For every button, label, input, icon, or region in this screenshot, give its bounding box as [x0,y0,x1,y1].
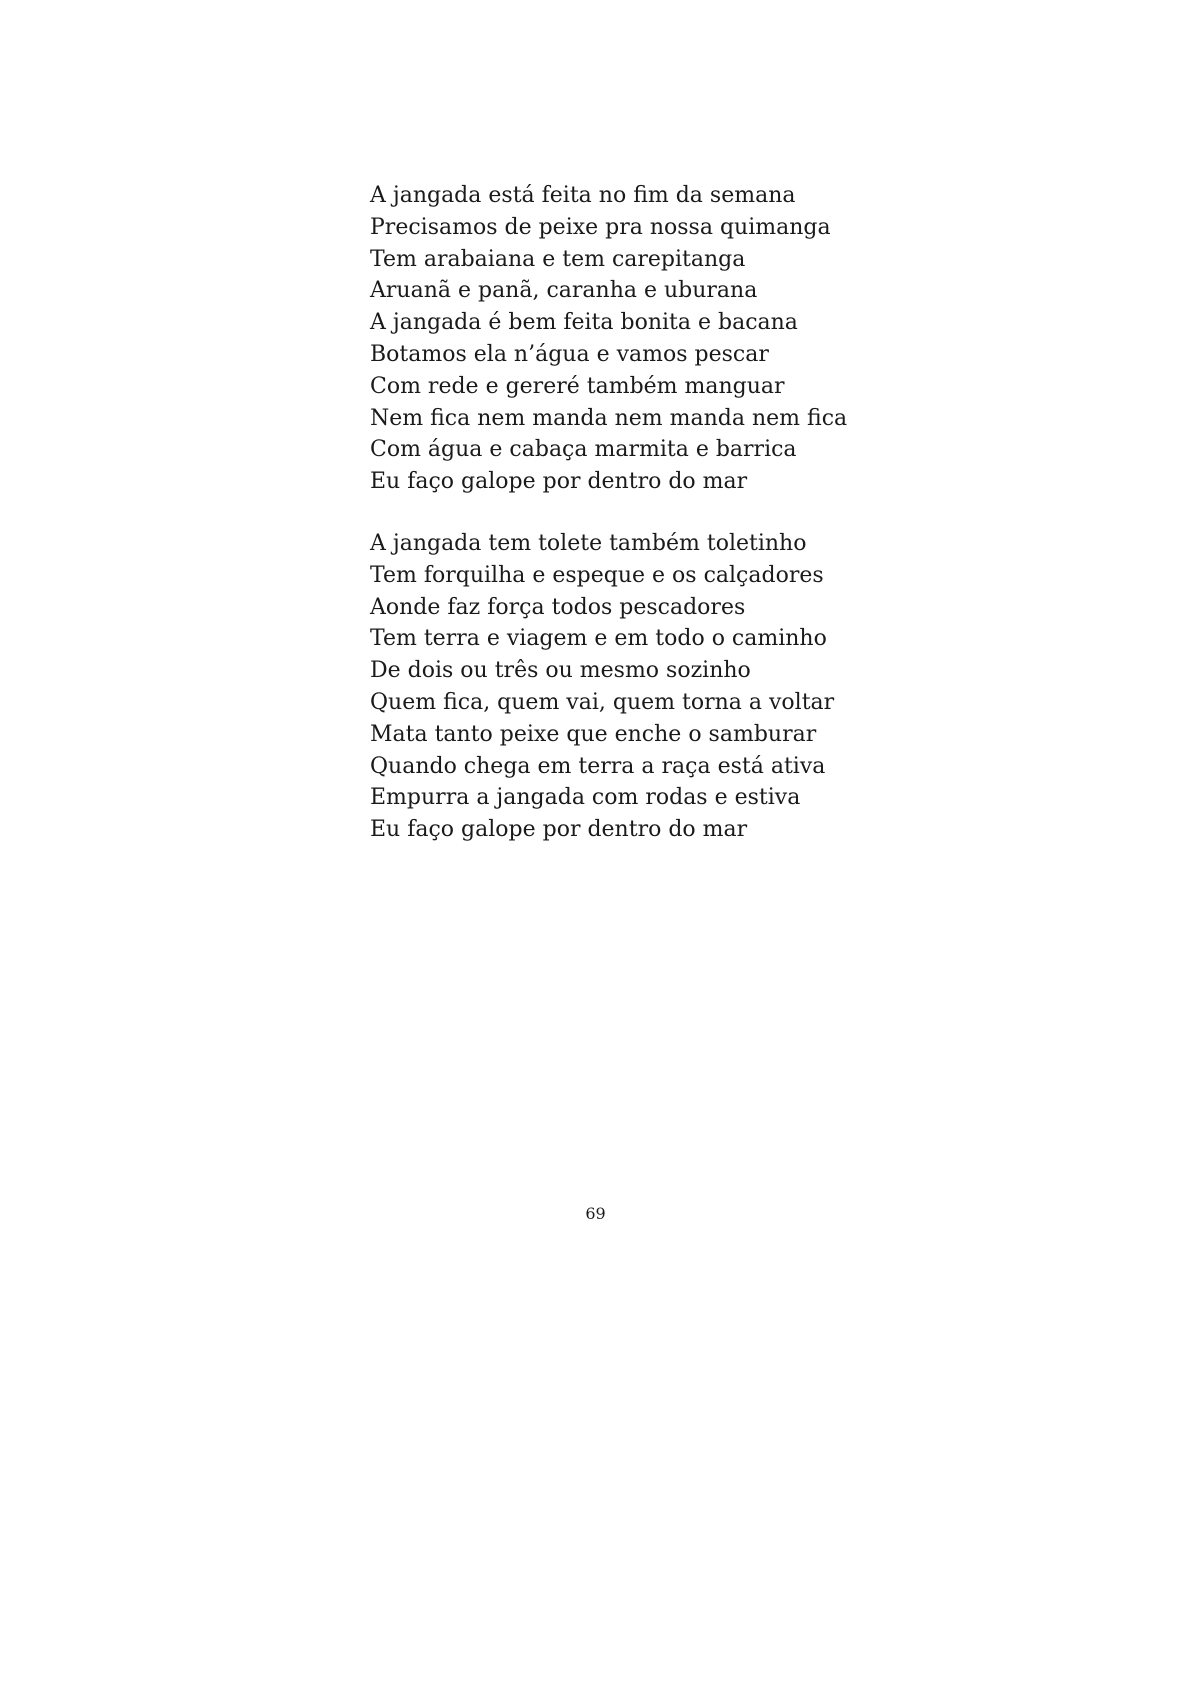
page-number: 69 [585,1204,606,1223]
verse-line: Precisamos de peixe pra nossa quimanga [370,214,831,240]
stanza-2 [370,528,870,846]
verse-line: Mata tanto peixe que enche o samburar [370,721,817,747]
verse-line: Com água e cabaça marmita e barrica [370,437,797,463]
poem [370,180,870,876]
stanza-1 [370,180,870,498]
verse-line: Aonde faz força todos pescadores [370,594,746,620]
verse-line: Eu faço galope por dentro do mar [370,817,748,843]
verse-line: Tem terra e viagem e em todo o caminho [370,626,827,652]
verse-line: A jangada é bem feita bonita e bacana [370,310,798,336]
verse-line: Quando chega em terra a raça está ativa [370,753,826,779]
verse-line: Nem fica nem manda nem manda nem fica [370,405,848,431]
verse-line: De dois ou três ou mesmo sozinho [370,658,751,684]
verse-line: Aruanã e panã, caranha e uburana [370,278,758,304]
verse-line: Eu faço galope por dentro do mar [370,469,748,495]
verse-line: Empurra a jangada com rodas e estiva [370,785,801,811]
verse-line: Tem arabaiana e tem carepitanga [370,246,746,272]
verse-line: Tem forquilha e espeque e os calçadores [370,562,824,588]
verse-line: Quem fica, quem vai, quem torna a voltar [370,689,835,715]
verse-line: Com rede e gereré também manguar [370,373,785,399]
verse-line: A jangada está feita no fim da semana [370,183,796,208]
verse-line: A jangada tem tolete também toletinho [370,530,807,556]
verse-line: Botamos ela n’água e vamos pescar [370,341,769,367]
